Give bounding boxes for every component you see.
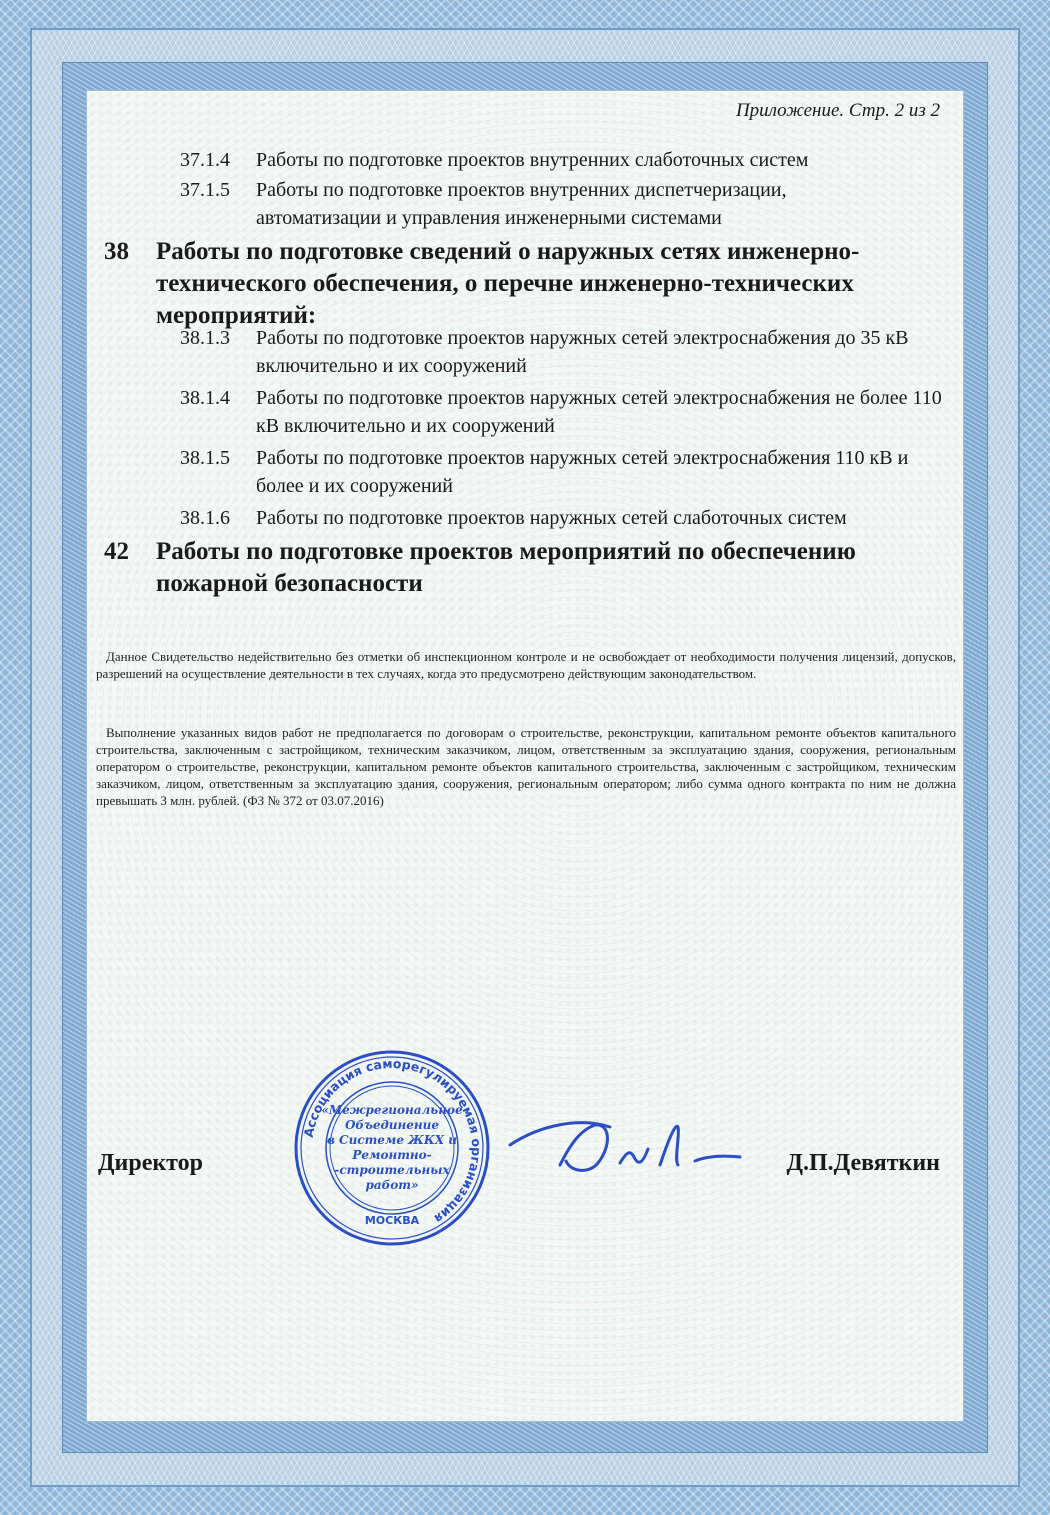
section-title: Работы по подготовке проектов мероприятий по обеспечению пожарной безопасности — [156, 538, 856, 597]
item-number: 38.1.5 — [180, 447, 230, 469]
stamp-center-line: Ремонтно- — [352, 1148, 432, 1162]
item-number: 38.1.3 — [180, 327, 230, 349]
section-number: 38 — [104, 238, 129, 265]
item-text: Работы по подготовке проектов наружных сетей электроснабжения до 35 кВ включительно и их сооружений — [256, 327, 909, 377]
note-paragraph: Данное Свидетельство недействительно без отметки об инспекционном контроле и не освобождает от необходимости получения лицензий, допусков, разрешений на осуществление деятельности в тех случаях, когда это предусмотрено действующим законодательством. — [96, 649, 956, 681]
stamp-city: МОСКВА — [364, 1214, 420, 1227]
item-text: Работы по подготовке проектов наружных сетей слаботочных систем — [256, 507, 847, 529]
stamp-center-line: -строительных — [334, 1163, 450, 1177]
signatory-name: Д.П.Девяткин — [786, 1150, 940, 1176]
signatory-role: Директор — [98, 1150, 203, 1176]
item-text: Работы по подготовке проектов наружных сетей электроснабжения 110 кВ и более и их сооружений — [256, 447, 909, 497]
section-number: 42 — [104, 538, 129, 565]
item-text: Работы по подготовке проектов внутренних диспетчеризации, автоматизации и управления инженерными системами — [256, 179, 787, 229]
handwritten-signature — [500, 1105, 750, 1185]
note-paragraph: Выполнение указанных видов работ не предполагается по договорам о строительстве, реконструкции, капитальном ремонте объектов капитального строительства, заключенным с застройщиком, техническим заказчиком, лицом, ответственным за эксплуатацию здания, сооружения, региональным оператором о строительстве, реконструкции, капитальном ремонте объектов капитального строительства, заключенным с застройщиком, техническим заказчиком, лицом, ответственным за эксплуатацию здания, сооружения, региональным оператором; либо сумма одного контракта по ним не должна превышать 3 млн. рублей. (ФЗ № 372 от 03.07.2016) — [96, 725, 956, 808]
stamp-center-line: в Системе ЖКХ и — [326, 1133, 458, 1147]
item-text: Работы по подготовке проектов наружных сетей электроснабжения не более 110 кВ включительно и их сооружений — [256, 387, 942, 437]
page-note: Приложение. Стр. 2 из 2 — [735, 100, 940, 121]
item-number: 38.1.4 — [180, 387, 230, 409]
section-title: Работы по подготовке сведений о наружных сетях инженерно-технического обеспечения, о перечне инженерно-технических мероприятий: — [156, 238, 860, 329]
item-number: 38.1.6 — [180, 507, 230, 529]
item-text: Работы по подготовке проектов внутренних слаботочных систем — [256, 149, 809, 171]
stamp-center-line: «Межрегиональное — [321, 1103, 463, 1117]
stamp-center-line: Объединение — [344, 1118, 440, 1132]
item-number: 37.1.4 — [180, 149, 230, 171]
stamp-ring-text: Ассоциация саморегулируемая организация — [300, 1055, 485, 1227]
seal-stamp — [292, 1048, 492, 1248]
stamp-center-line: работ» — [365, 1178, 419, 1192]
item-number: 37.1.5 — [180, 179, 230, 201]
